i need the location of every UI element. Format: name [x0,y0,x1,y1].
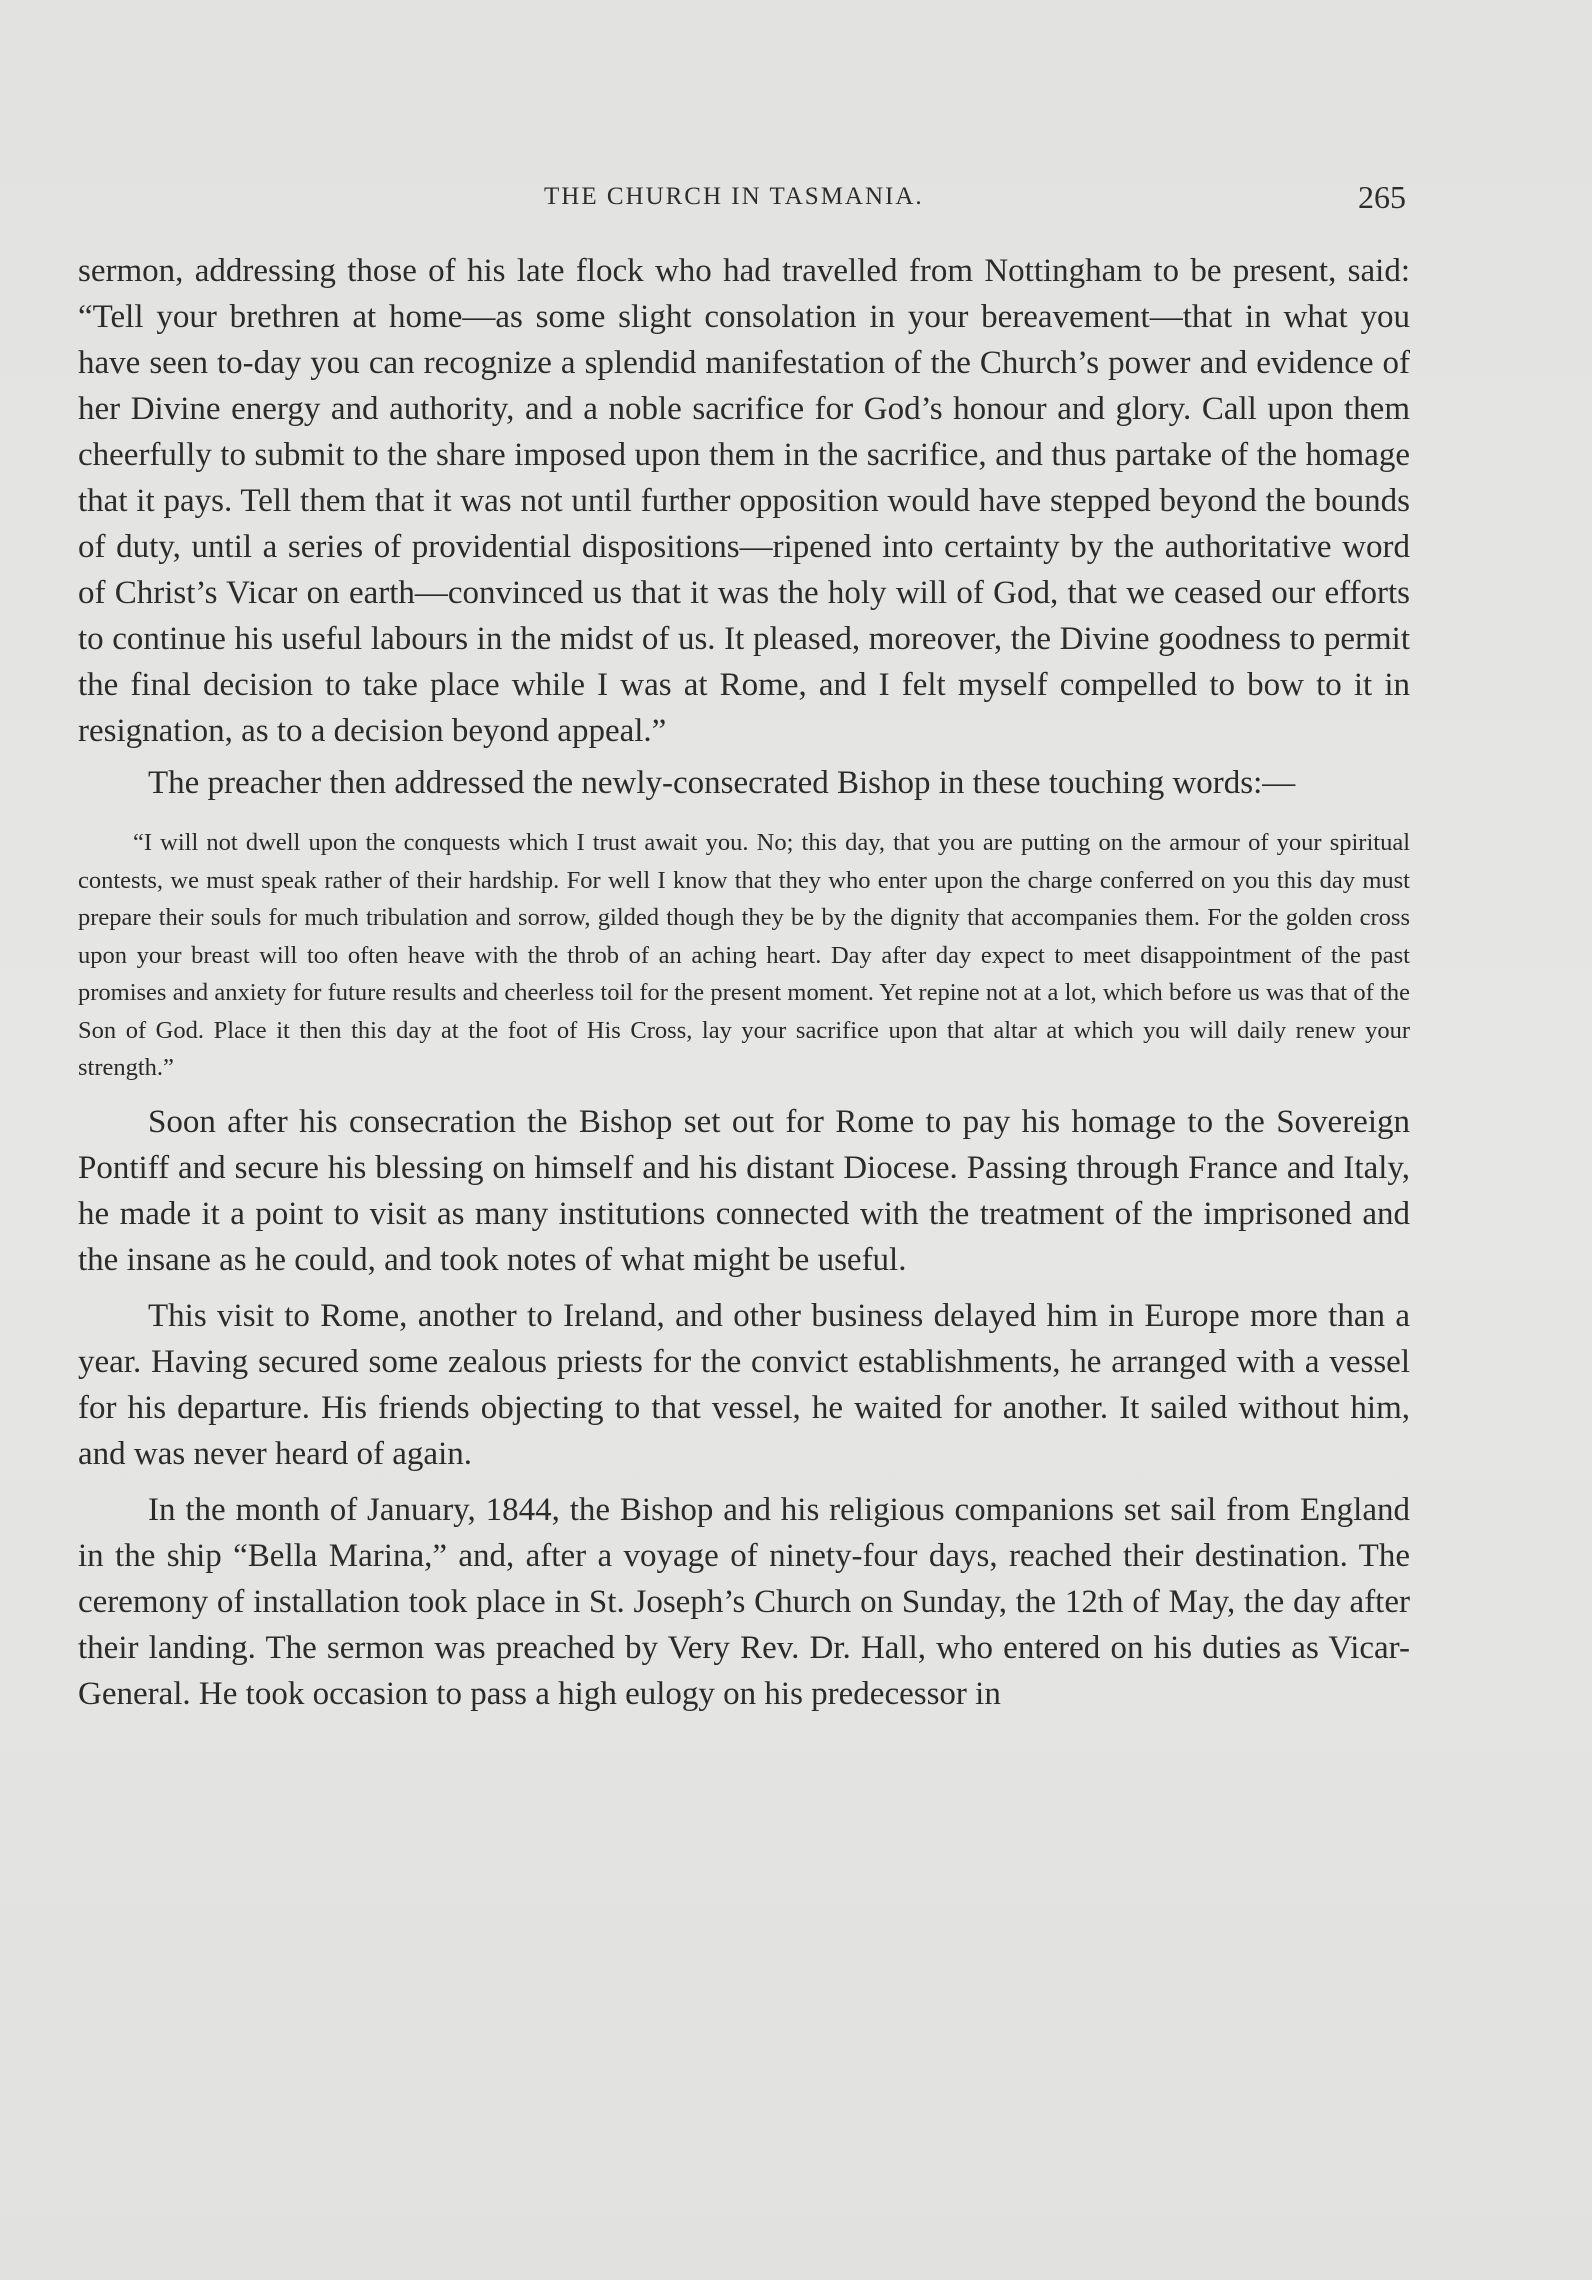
paragraph-voyage-installation: In the month of January, 1844, the Bishop and his religious companions set sail from England in the ship “Bella Marina,” and, after a voyage of ninety-four days, reached their destination. The ceremony of installation took place in St. Joseph’s Church on Sunday, the 12th of May, the day after their landing. The sermon was preached by Very Rev. Dr. Hall, who entered on his duties as Vicar-General. He took occasion to pass a high eulogy on his predecessor in [78,1491,1410,1712]
paragraph-preacher-address: The preacher then addressed the newly-consecrated Bishop in these touching words:— [148,765,1296,801]
running-head [0,179,1592,223]
block-quote: “I will not dwell upon the conquests which I trust await you. No; this day, that you are putting on the armour of your spiritual contests, we must speak rather of their hardship. For well I know that they who enter upon the charge conferred on you this day must prepare their souls for much tribulation and sorrow, gilded though they be by the dignity that accompanies them. For the golden cross upon your breast will too often heave with the throb of an aching heart. Day after day expect to meet disappointment of the past promises and anxiety for future results and cheerless toil for the present moment. Yet repine not at a lot, which before us was that of the Son of God. Place it then this day at the foot of His Cross, lay your sacrifice upon that altar at which you will daily renew your strength.” [78,829,1410,1081]
paragraph-consecration-journey: Soon after his consecration the Bishop set out for Rome to pay his homage to the Sovereign Pontiff and secure his blessing on himself and his distant Diocese. Passing through France and Italy, he made it a point to visit as many institutions connected with the treatment of the imprisoned and the insane as he could, and took notes of what might be useful. [78,1103,1410,1278]
running-title: THE CHURCH IN TASMANIA. [544,183,924,210]
body-text [78,248,1410,1717]
page-number: 265 [1358,179,1406,215]
paragraph-europe-delay: This visit to Rome, another to Ireland, and other business delayed him in Europe more than a year. Having secured some zealous priests for the convict establishments, he arranged with a vessel for his departure. His friends objecting to that vessel, he waited for another. It sailed without him, and was never heard of again. [78,1297,1410,1472]
paragraph-sermon-continuation: sermon, addressing those of his late flock who had travelled from Nottingham to be present, said: “Tell your brethren at home—as some slight consolation in your bereavement—that in what you have seen to-day you can recognize a splendid manifestation of the Church’s power and evidence of her Divine energy and authority, and a noble sacrifice for God’s honour and glory. Call upon them cheerfully to submit to the share imposed upon them in the sacrifice, and thus partake of the homage that it pays. Tell them that it was not until further opposition would have stepped beyond the bounds of duty, until a series of providential dispositions—ripened into certainty by the authoritative word of Christ’s Vicar on earth—convinced us that it was the holy will of God, that we ceased our efforts to continue his useful labours in the midst of us. It pleased, moreover, the Divine goodness to permit the final decision to take place while I was at Rome, and I felt myself compelled to bow to it in resignation, as to a decision beyond appeal.” [78,253,1410,749]
